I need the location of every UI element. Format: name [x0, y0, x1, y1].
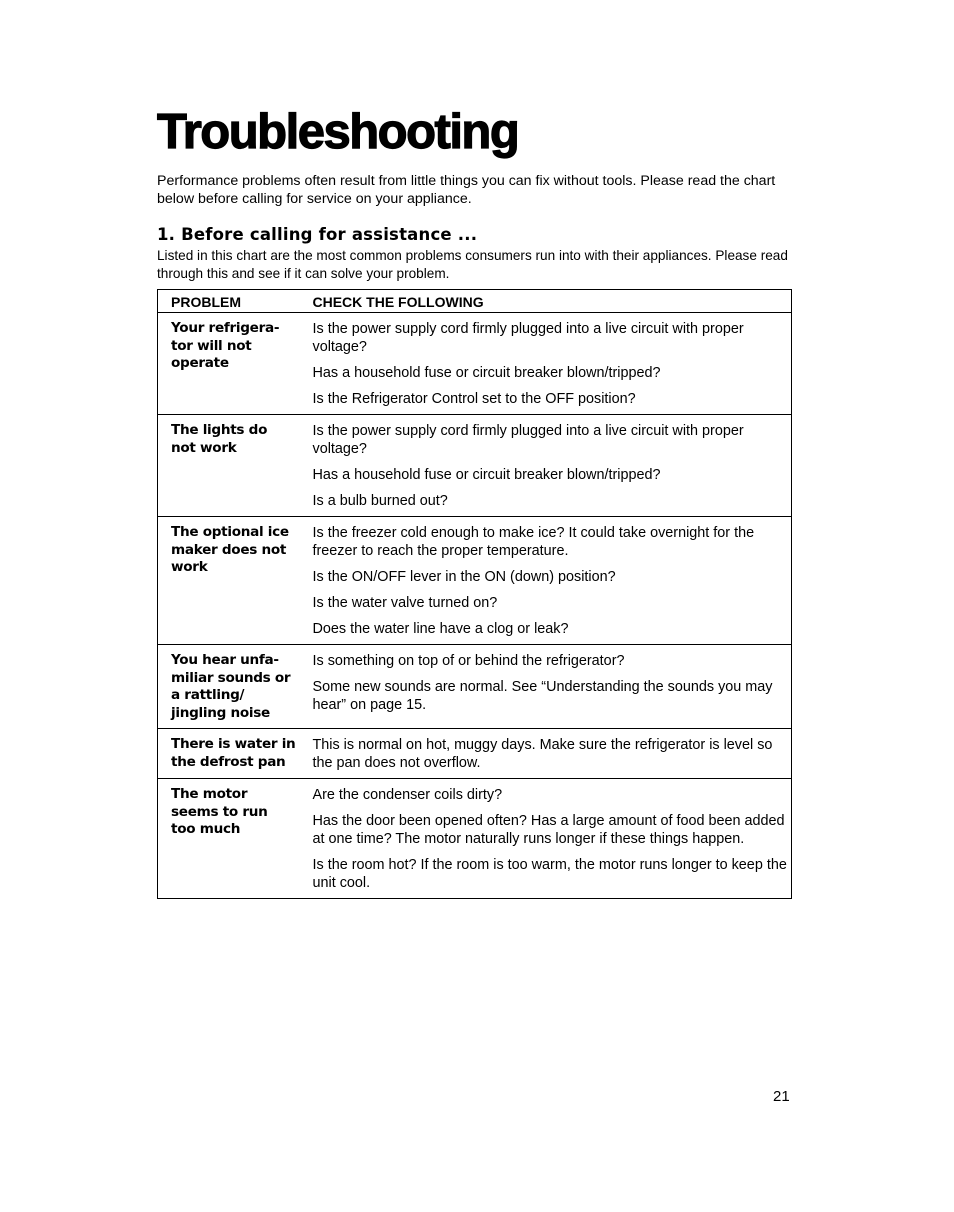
problem-cell [158, 517, 306, 645]
check-item: Has a household fuse or circuit breaker blown/tripped? [312, 467, 661, 483]
page-number: 21 [773, 1088, 790, 1105]
troubleshooting-table [157, 289, 792, 899]
intro-paragraph: Performance problems often result from little things you can fix without tools. Please read the chart below before calling for service on your appliance. [157, 173, 776, 207]
check-item: Is the freezer cold enough to make ice? It could take overnight for the freezer to reach the proper temperature. [312, 525, 755, 559]
problem-line: a rattling/ [171, 687, 245, 703]
problem-line: There is water in [171, 736, 296, 752]
table-row [158, 779, 792, 899]
check-cell [306, 729, 792, 779]
section-heading: 1. Before calling for assistance ... [157, 225, 478, 244]
check-column-header: CHECK THE FOLLOWING [312, 294, 484, 310]
problem-line: jingling noise [171, 704, 270, 721]
table-row [158, 729, 792, 779]
problem-column-header: PROBLEM [171, 294, 241, 310]
problem-cell [158, 729, 306, 779]
table-row [158, 645, 792, 729]
problem-cell [158, 779, 306, 899]
check-item: Are the condenser coils dirty? [312, 787, 503, 803]
problem-line: Your refrigera- [171, 320, 280, 336]
problem-line: the defrost pan [171, 753, 286, 770]
problem-cell [158, 313, 306, 415]
table-header-row [158, 290, 792, 313]
check-item: This is normal on hot, muggy days. Make sure the refrigerator is level so the pan does not overflow. [312, 737, 773, 771]
check-item: Has the door been opened often? Has a large amount of food been added at one time? The motor naturally runs longer if these things happen. [312, 813, 785, 847]
check-item: Is the Refrigerator Control set to the OFF position? [312, 391, 636, 407]
check-item: Is something on top of or behind the refrigerator? [312, 653, 625, 669]
check-cell [306, 779, 792, 899]
problem-line: operate [171, 355, 229, 371]
check-item: Is the room hot? If the room is too warm, the motor runs longer to keep the unit cool. [312, 857, 787, 891]
problem-line: tor will not [171, 337, 252, 354]
section-intro: Listed in this chart are the most common problems consumers run into with their appliances. Please read through this and see if it can solve your problem. [157, 248, 788, 281]
check-item: Is the water valve turned on? [312, 595, 498, 611]
problem-line: maker does not [171, 541, 287, 558]
check-cell [306, 517, 792, 645]
table-row [158, 415, 792, 517]
problem-line: You hear unfa- [171, 652, 279, 668]
problem-line: too much [171, 821, 241, 837]
problem-line: The lights do [171, 422, 268, 438]
problem-line: seems to run [171, 803, 268, 820]
check-item: Has a household fuse or circuit breaker blown/tripped? [312, 365, 661, 381]
check-item: Is the ON/OFF lever in the ON (down) position? [312, 569, 616, 585]
table-row [158, 517, 792, 645]
problem-line: not work [171, 439, 237, 456]
problem-cell [158, 415, 306, 517]
table-row [158, 313, 792, 415]
problem-line: The optional ice [171, 524, 289, 540]
check-item: Does the water line have a clog or leak? [312, 621, 569, 637]
problem-line: The motor [171, 786, 248, 802]
table-body [158, 313, 792, 899]
problem-cell [158, 645, 306, 729]
check-item: Some new sounds are normal. See “Understanding the sounds you may hear” on page 15. [312, 679, 773, 713]
problem-line: work [171, 559, 208, 575]
check-item: Is the power supply cord firmly plugged into a live circuit with proper voltage? [312, 321, 744, 355]
check-cell [306, 313, 792, 415]
problem-line: miliar sounds or [171, 669, 291, 686]
check-cell [306, 415, 792, 517]
check-item: Is a bulb burned out? [312, 493, 448, 509]
check-cell [306, 645, 792, 729]
page-title: Troubleshooting [157, 105, 519, 159]
check-item: Is the power supply cord firmly plugged into a live circuit with proper voltage? [312, 423, 744, 457]
